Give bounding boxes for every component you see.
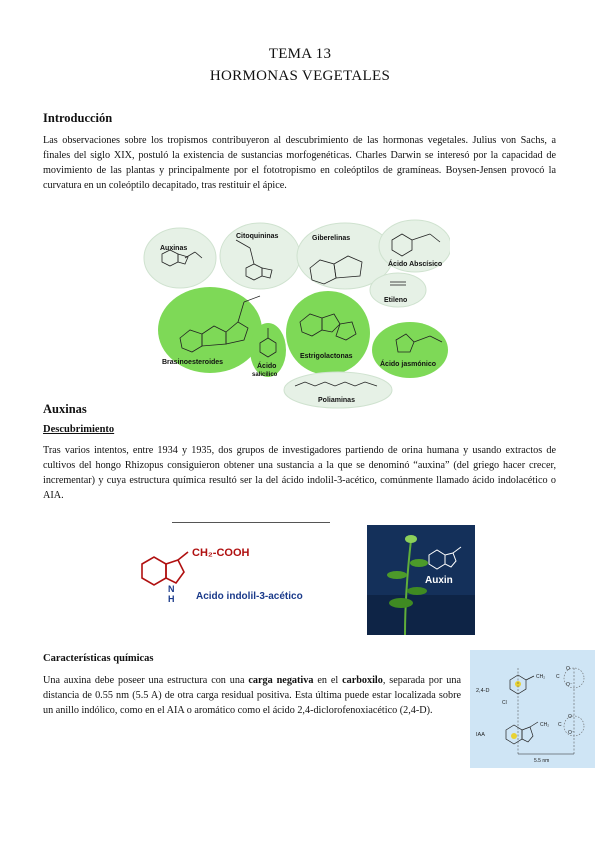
label-abscisico: Ácido Abscísico bbox=[388, 261, 443, 268]
svg-text:IAA: IAA bbox=[476, 732, 485, 738]
jasmonico-bubble bbox=[372, 322, 448, 378]
label-jasmonico: Ácido jasmónico bbox=[380, 361, 437, 368]
salicilico-bubble bbox=[250, 323, 286, 378]
svg-text:C: C bbox=[558, 722, 562, 728]
label-etileno: Etileno bbox=[384, 297, 408, 304]
carga-negativa-term: carga negativa bbox=[248, 675, 314, 686]
quimicas-heading: Características químicas bbox=[43, 653, 154, 664]
intro-paragraph: Las observaciones sobre los tropismos contribuyeron al descubrimiento de las hormonas vegetales. Julius von Sachs, a finales del siglo XIX, postuló la existencia de sustancias morfogenéticas. Charles Darwin se interesó por la capacidad de movimiento de las plantas y principalmente por el fototropismo en coleóptilos de gramíneas. Boysen-Jensen provocó la curvatura en un coleóptilo decapitado, tras restituir el ápice. bbox=[43, 135, 556, 191]
svg-text:CH₂: CH₂ bbox=[540, 722, 550, 728]
estrigolactonas-bubble bbox=[286, 291, 370, 375]
abscisico-bubble bbox=[379, 220, 450, 272]
svg-text:C: C bbox=[556, 674, 560, 680]
label-giberelinas: Giberelinas bbox=[312, 235, 351, 242]
label-poliaminas: Poliaminas bbox=[318, 397, 355, 404]
auxinas-bubble bbox=[144, 228, 216, 288]
citoquininas-bubble bbox=[220, 223, 300, 289]
svg-text:O: O bbox=[568, 714, 572, 720]
carboxilo-term: carboxilo bbox=[342, 675, 383, 686]
svg-text:2,4-D: 2,4-D bbox=[476, 688, 490, 694]
label-citoquininas: Citoquininas bbox=[236, 233, 279, 240]
quimicas-paragraph: Una auxina debe poseer una estructura con una carga negativa en el carboxilo, separada por una distancia de 0.55 nm (5.5 A) de otra carga residual positiva. Esta última puede estar localizada sobre un anillo indólico, como en el AIA o aromático como el ácido 2,4-diclorofenoxiacético (2,4-D). bbox=[43, 675, 461, 716]
auxin-plant-photo bbox=[367, 525, 475, 635]
auxinas-heading: Auxinas bbox=[43, 402, 87, 416]
iaa-formula: CH₂-COOH bbox=[192, 547, 250, 559]
svg-text:O⁻: O⁻ bbox=[568, 730, 575, 736]
svg-text:5.5 nm: 5.5 nm bbox=[534, 758, 550, 764]
iaa-n: N bbox=[168, 584, 175, 594]
hormones-figure bbox=[140, 218, 450, 413]
svg-text:Cl: Cl bbox=[502, 700, 507, 706]
svg-text:CH₂: CH₂ bbox=[536, 674, 546, 680]
descubrimiento-paragraph: Tras varios intentos, entre 1934 y 1935, dos grupos de investigadores partiendo de orina humana y usando extractos de cultivos del hongo Rhizopus consiguieron obtener una sustancia a la que se denominó “auxina” (del griego hacer crecer, incrementar) y cuya estructura química resultó ser la del ácido indolil-3-acético, comúnmente llamado ácido indolacético o AIA. bbox=[43, 445, 556, 501]
charge-distance-figure bbox=[470, 650, 595, 768]
descubrimiento-subheading: Descubrimiento bbox=[43, 424, 115, 435]
brasinoesteroides-bubble bbox=[158, 287, 262, 373]
iaa-structure bbox=[124, 536, 324, 606]
etileno-bubble bbox=[370, 273, 426, 307]
iaa-h: H bbox=[168, 594, 175, 604]
iaa-name: Acido indolil-3-acético bbox=[196, 591, 303, 602]
topic-number: TEMA 13 bbox=[268, 46, 332, 62]
svg-text:O: O bbox=[566, 666, 570, 672]
label-salicilico-1: Ácido bbox=[257, 363, 277, 370]
auxin-label: Auxin bbox=[425, 575, 453, 586]
svg-text:O⁻: O⁻ bbox=[566, 682, 573, 688]
page-title: HORMONAS VEGETALES bbox=[209, 68, 391, 84]
label-auxinas: Auxinas bbox=[160, 245, 188, 252]
label-estrigolactonas: Estrigolactonas bbox=[300, 353, 353, 360]
label-brasinoesteroides: Brasinoesteroides bbox=[162, 359, 224, 366]
poliaminas-bubble bbox=[284, 372, 392, 408]
figure-rule bbox=[172, 522, 330, 523]
label-salicilico-2: salicílico bbox=[252, 372, 278, 378]
intro-heading: Introducción bbox=[43, 111, 113, 125]
